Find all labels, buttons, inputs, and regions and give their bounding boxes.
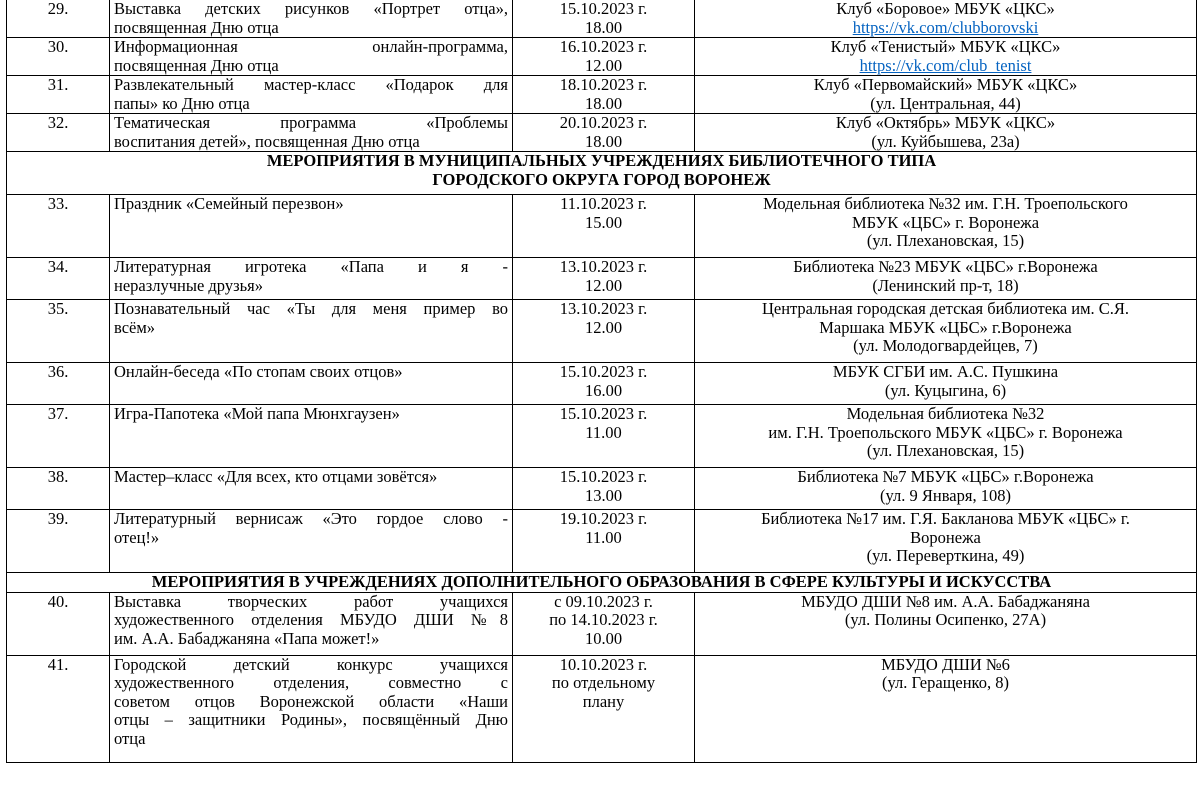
event-name-cell: [110, 114, 513, 152]
event-name-line: посвященная Дню отца: [114, 55, 279, 75]
row-number: 33.: [7, 195, 110, 258]
event-name-line: отцы – защитники Родины», посвящённый Дню: [114, 710, 508, 729]
event-name-cell: [110, 258, 513, 300]
table-row: [7, 468, 1197, 510]
event-name-cell: [110, 510, 513, 573]
table-row: [7, 76, 1197, 114]
event-date-line: 18.00: [584, 17, 623, 37]
event-name-line: им. А.А. Бабаджаняна «Папа может!»: [114, 628, 380, 648]
table-row: [7, 592, 1197, 655]
event-name-line: Литературный вернисаж «Это гордое слово -: [114, 509, 508, 528]
event-place-line: Клуб «Октябрь» МБУК «ЦКС»: [835, 113, 1056, 132]
event-date-line: 13.10.2023 г.: [559, 257, 648, 276]
event-name-line: воспитания детей», посвященная Дню отца: [114, 131, 420, 151]
event-place-line: МБУК СГБИ им. А.С. Пушкина: [832, 362, 1059, 381]
event-place-line: (ул. Молодогвардейцев, 7): [853, 336, 1038, 355]
event-name-cell: [110, 38, 513, 76]
row-number: 29.: [7, 0, 110, 38]
event-place-line: (ул. 9 Января, 108): [880, 485, 1011, 505]
event-place-line: (ул. Полины Осипенко, 27А): [844, 610, 1047, 629]
event-place-line: Клуб «Тенистый» МБУК «ЦКС»: [830, 37, 1061, 56]
row-number: 41.: [7, 655, 110, 762]
event-name-line: неразлучные друзья»: [114, 275, 263, 295]
event-name-line: художественного отделения, совместно с: [114, 673, 508, 692]
event-date-cell: [513, 510, 695, 573]
event-place-line: Воронежа: [910, 527, 981, 547]
event-place-cell: [695, 592, 1197, 655]
section-header-row: [7, 152, 1197, 195]
row-number: 36.: [7, 363, 110, 405]
event-place-line: (ул. Переверткина, 49): [866, 546, 1025, 565]
event-date-cell: [513, 76, 695, 114]
event-name-line: папы» ко Дню отца: [114, 93, 250, 113]
event-place-line: (ул. Геращенко, 8): [882, 673, 1009, 692]
section-header-row: [7, 573, 1197, 593]
event-date-line: 18.10.2023 г.: [559, 75, 648, 94]
event-name-line: художественного отделения МБУДО ДШИ №8: [114, 610, 508, 629]
table-row: [7, 258, 1197, 300]
event-place-line: Библиотека №23 МБУК «ЦБС» г.Воронежа: [793, 257, 1098, 276]
event-date-cell: [513, 655, 695, 762]
event-name-line: посвященная Дню отца: [114, 17, 279, 37]
event-name-line: Познавательный час «Ты для меня пример во: [114, 299, 508, 318]
event-place-cell: [695, 468, 1197, 510]
event-name-cell: [110, 655, 513, 762]
row-number: 31.: [7, 76, 110, 114]
event-date-cell: [513, 258, 695, 300]
vk-link[interactable]: https://vk.com/clubborovski: [852, 17, 1039, 37]
event-name-line: отец!»: [114, 527, 160, 547]
section-heading-line: МЕРОПРИЯТИЯ В УЧРЕЖДЕНИЯХ ДОПОЛНИТЕЛЬНОГО ОБРАЗОВАНИЯ В СФЕРЕ КУЛЬТУРЫ И ИСКУССТВА: [151, 572, 1052, 591]
event-place-line: (ул. Центральная, 44): [870, 93, 1021, 113]
event-name-line: Тематическая программа «Проблемы: [114, 113, 508, 132]
table-row: [7, 300, 1197, 363]
event-place-line: Модельная библиотека №32: [846, 404, 1045, 423]
event-date-cell: [513, 468, 695, 510]
event-place-line: им. Г.Н. Троепольского МБУК «ЦБС» г. Воронежа: [768, 422, 1123, 442]
row-number: 40.: [7, 592, 110, 655]
event-place-line: МБУДО ДШИ №8 им. А.А. Бабаджаняна: [801, 591, 1090, 611]
event-date-cell: [513, 405, 695, 468]
event-date-line: по отдельному: [551, 673, 656, 692]
event-place-cell: [695, 300, 1197, 363]
event-date-line: 15.10.2023 г.: [559, 362, 648, 381]
event-place-cell: [695, 655, 1197, 762]
event-date-line: 13.10.2023 г.: [559, 299, 648, 318]
event-name-line: отца: [114, 728, 146, 748]
event-date-line: 19.10.2023 г.: [559, 509, 648, 528]
event-date-line: 15.10.2023 г.: [559, 467, 648, 486]
event-place-line: Библиотека №7 МБУК «ЦБС» г.Воронежа: [797, 467, 1094, 486]
section-heading: [7, 573, 1197, 593]
event-date-cell: [513, 0, 695, 38]
event-place-cell: [695, 405, 1197, 468]
section-heading-line: МЕРОПРИЯТИЯ В МУНИЦИПАЛЬНЫХ УЧРЕЖДЕНИЯХ БИБЛИОТЕЧНОГО ТИПА: [266, 151, 937, 170]
event-place-line: Клуб «Боровое» МБУК «ЦКС»: [836, 0, 1055, 18]
section-heading-line: ГОРОДСКОГО ОКРУГА ГОРОД ВОРОНЕЖ: [432, 169, 771, 189]
event-name-cell: [110, 300, 513, 363]
event-name-line: всём»: [114, 317, 156, 337]
table-row: [7, 655, 1197, 762]
event-place-line: Библиотека №17 им. Г.Я. Бакланова МБУК «ЦБС» г.: [761, 509, 1130, 528]
event-date-line: 15.00: [584, 212, 623, 232]
event-name-cell: [110, 592, 513, 655]
event-date-line: 11.10.2023 г.: [560, 194, 647, 213]
event-date-line: 15.10.2023 г.: [559, 0, 648, 18]
event-place-line: Маршака МБУК «ЦБС» г.Воронежа: [819, 317, 1072, 337]
event-date-line: 18.00: [584, 93, 623, 113]
event-date-cell: [513, 195, 695, 258]
event-date-cell: [513, 363, 695, 405]
event-name-cell: [110, 0, 513, 38]
event-place-cell: [695, 76, 1197, 114]
row-number: 35.: [7, 300, 110, 363]
event-date-line: 20.10.2023 г.: [559, 113, 648, 132]
event-date-line: 12.00: [584, 55, 623, 75]
event-date-line: 16.10.2023 г.: [559, 37, 648, 56]
event-date-cell: [513, 592, 695, 655]
event-place-line: (Ленинский пр-т, 18): [872, 275, 1019, 295]
event-name-line: Мастер–класс «Для всех, кто отцами зовётся»: [114, 467, 438, 486]
event-name-line: Городской детский конкурс учащихся: [114, 654, 508, 674]
row-number: 39.: [7, 510, 110, 573]
event-place-line: (ул. Куцыгина, 6): [884, 380, 1007, 400]
event-name-cell: [110, 363, 513, 405]
event-date-line: 10.00: [584, 628, 623, 648]
event-place-line: (ул. Плехановская, 15): [866, 231, 1025, 250]
event-date-line: 13.00: [584, 485, 623, 505]
event-name-cell: [110, 76, 513, 114]
event-place-cell: [695, 0, 1197, 38]
event-name-cell: [110, 405, 513, 468]
event-date-line: плану: [582, 691, 625, 711]
event-date-line: 11.00: [585, 527, 622, 547]
row-number: 30.: [7, 38, 110, 76]
event-name-line: Развлекательный мастер-класс «Подарок для: [114, 75, 508, 94]
row-number: 32.: [7, 114, 110, 152]
event-place-line: МБУК «ЦБС» г. Воронежа: [851, 212, 1040, 232]
row-number: 34.: [7, 258, 110, 300]
event-date-line: 10.10.2023 г.: [559, 654, 648, 674]
event-name-line: Онлайн-беседа «По стопам своих отцов»: [114, 362, 403, 381]
event-name-line: Литературная игротека «Папа и я -: [114, 257, 508, 276]
table-row: [7, 510, 1197, 573]
event-name-line: советом отцов Воронежской области «Наши: [114, 691, 508, 711]
event-name-line: Выставка детских рисунков «Портрет отца»,: [114, 0, 508, 18]
event-place-cell: [695, 363, 1197, 405]
row-number: 38.: [7, 468, 110, 510]
event-date-line: 12.00: [584, 275, 623, 295]
table-row: [7, 363, 1197, 405]
event-date-line: 16.00: [584, 380, 623, 400]
event-date-cell: [513, 38, 695, 76]
event-place-cell: [695, 195, 1197, 258]
event-name-line: Выставка творческих работ учащихся: [114, 591, 508, 611]
event-date-line: 18.00: [584, 131, 623, 151]
table-row: [7, 405, 1197, 468]
event-place-line: МБУДО ДШИ №6: [881, 654, 1010, 674]
table-row: [7, 195, 1197, 258]
event-date-line: 11.00: [585, 422, 622, 442]
event-date-line: с 09.10.2023 г.: [554, 591, 653, 611]
table-row: [7, 114, 1197, 152]
event-place-line: Модельная библиотека №32 им. Г.Н. Троепольского: [763, 194, 1128, 213]
event-place-cell: [695, 114, 1197, 152]
event-place-line: Клуб «Первомайский» МБУК «ЦКС»: [813, 75, 1078, 94]
row-number: 37.: [7, 405, 110, 468]
event-name-cell: [110, 468, 513, 510]
event-place-cell: [695, 258, 1197, 300]
event-place-line: Центральная городская детская библиотека им. С.Я.: [761, 299, 1130, 318]
event-date-cell: [513, 300, 695, 363]
vk-link[interactable]: https://vk.com/club_tenist: [859, 55, 1032, 75]
event-place-cell: [695, 510, 1197, 573]
event-date-line: 15.10.2023 г.: [559, 404, 648, 423]
event-place-line: (ул. Куйбышева, 23а): [871, 131, 1020, 151]
event-date-line: 12.00: [584, 317, 623, 337]
event-date-cell: [513, 114, 695, 152]
section-heading: [7, 152, 1197, 195]
events-table: [6, 0, 1197, 763]
events-table-body: [7, 0, 1197, 762]
table-row: [7, 0, 1197, 38]
event-name-line: Игра-Папотека «Мой папа Мюнхгаузен»: [114, 404, 400, 423]
event-place-cell: [695, 38, 1197, 76]
event-date-line: по 14.10.2023 г.: [549, 610, 658, 629]
event-name-cell: [110, 195, 513, 258]
event-name-line: Информационная онлайн-программа,: [114, 37, 508, 56]
event-place-line: (ул. Плехановская, 15): [866, 441, 1025, 460]
event-name-line: Праздник «Семейный перезвон»: [114, 194, 344, 213]
table-row: [7, 38, 1197, 76]
